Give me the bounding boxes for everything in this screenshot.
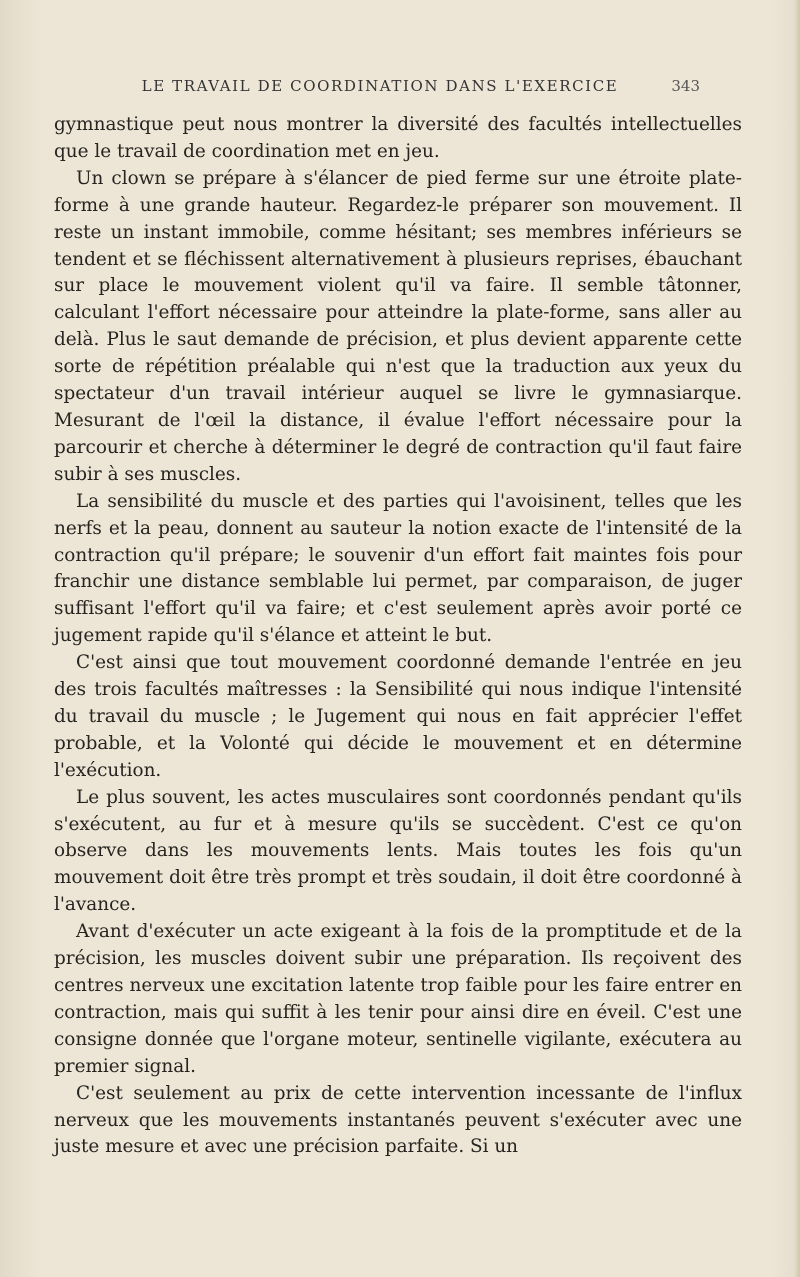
- paragraph-4: C'est ainsi que tout mouvement coordonné demande l'entrée en jeu des trois facultés maîtresses : la Sensibilité qui nous indique l'intensité du travail du muscle ; le Jugement qui nous en fait apprécier l'effet probable, et la Volonté qui décide le mouvement et en détermine l'exécution.: [54, 652, 742, 781]
- paragraph-6: Avant d'exécuter un acte exigeant à la fois de la promptitude et de la précision, les muscles doivent subir une préparation. Ils reçoivent des centres nerveux une excitation latente trop faible pour les faire entrer en contraction, mais qui suffit à les tenir pour ainsi dire en éveil. C'est une consigne donnée que l'organe moteur, sentinelle vigilante, exécutera au premier signal.: [54, 921, 742, 1077]
- page-edge-shadow: [794, 0, 800, 1277]
- page-number: 343: [671, 77, 700, 95]
- paragraph-3: La sensibilité du muscle et des parties qui l'avoisinent, telles que les nerfs et la peau, donnent au sauteur la notion exacte de l'intensité de la contraction qu'il prépare; le souvenir d'un effort fait maintes fois pour franchir une distance semblable lui permet, par comparaison, de juger suffisant l'effort qu'il va faire; et c'est seulement après avoir porté ce jugement rapide qu'il s'élance et atteint le but.: [54, 490, 742, 647]
- paragraph-7: C'est seulement au prix de cette intervention incessante de l'influx nerveux que les mouvements instantanés peuvent s'exécuter avec une juste mesure et avec une précision parfaite. Si un: [54, 1082, 742, 1158]
- running-head: [100, 77, 700, 107]
- paragraph-1: gymnastique peut nous montrer la diversité des facultés intellectuelles que le travail de coordination met en jeu.: [54, 114, 742, 162]
- text-body: [54, 112, 742, 1161]
- paragraph-5: Le plus souvent, les actes musculaires sont coordonnés pendant qu'ils s'exécutent, au fur et à mesure qu'ils se succèdent. C'est ce qu'on observe dans les mouvements lents. Mais toutes les fois qu'un mouvement doit être très prompt et très soudain, il doit être coordonné à l'avance.: [54, 786, 742, 916]
- running-title: LE TRAVAIL DE COORDINATION DANS L'EXERCICE: [141, 77, 619, 95]
- paragraph-2: Un clown se prépare à s'élancer de pied ferme sur une étroite plate-forme à une grande hauteur. Regardez-le préparer son mouvement. Il reste un instant immobile, comme hésitant; ses membres inférieurs se tendent et se fléchissent alternativement à plusieurs reprises, ébauchant sur place le mouvement violent qu'il va faire. Il semble tâtonner, calculant l'effort nécessaire pour atteindre la plate-forme, sans aller au delà. Plus le saut demande de précision, et plus devient apparente cette sorte de répétition préalable qui n'est que la traduction aux yeux du spectateur d'un travail intérieur auquel se livre le gymnasiarque. Mesurant de l'œil la distance, il évalue l'effort nécessaire pour la parcourir et cherche à déterminer le degré de contraction qu'il faut faire subir à ses muscles.: [54, 167, 742, 485]
